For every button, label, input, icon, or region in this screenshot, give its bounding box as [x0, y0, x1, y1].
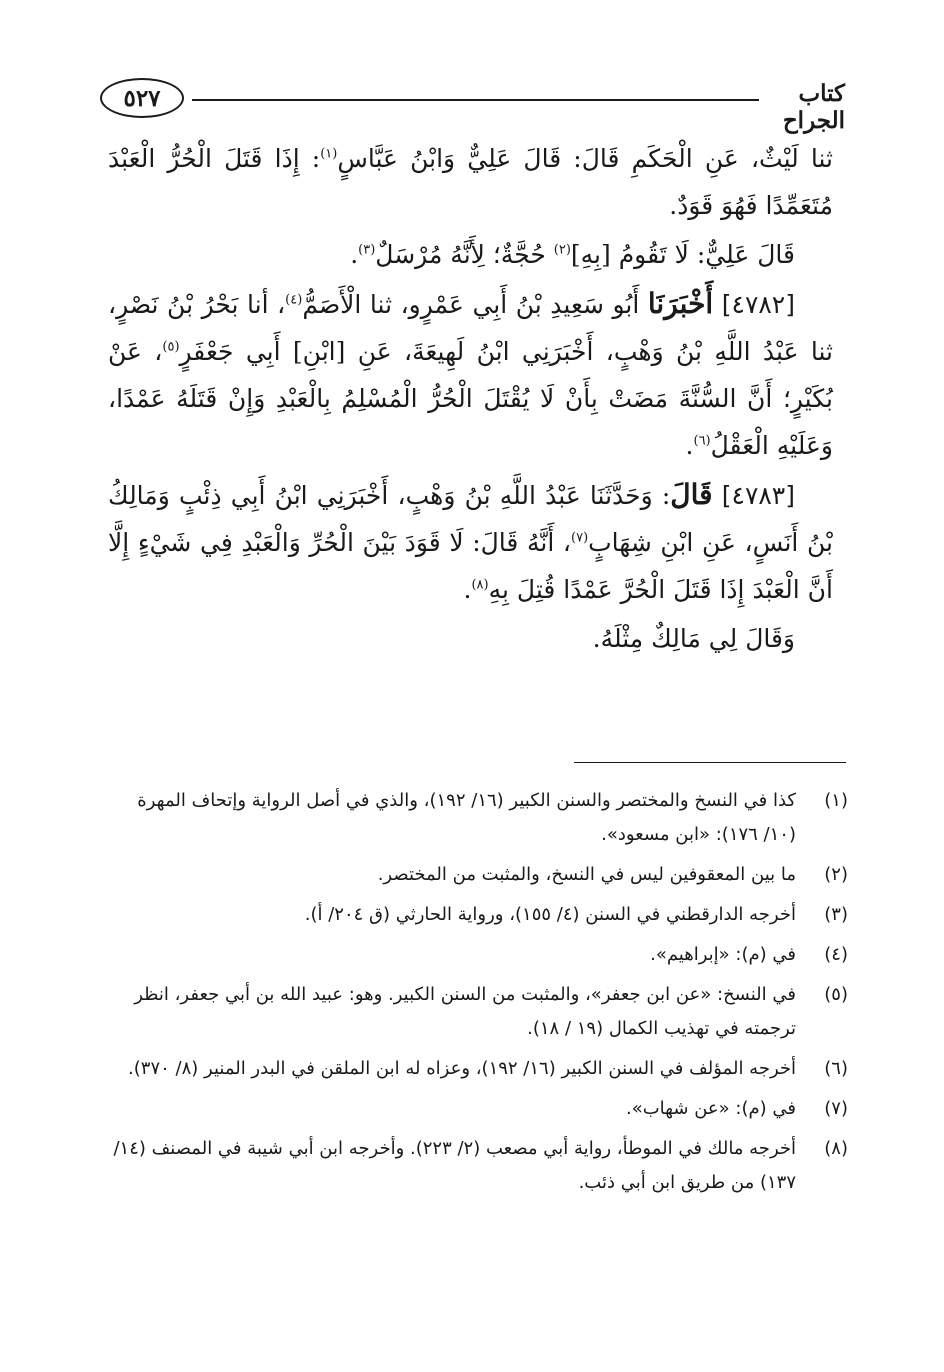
hadith-4782: [108, 280, 833, 469]
footnote-text: في (م): «عن شهاب».: [625, 1098, 796, 1119]
footnotes: [108, 784, 848, 1206]
footnote-text: في النسخ: «عن ابن جعفر»، والمثبت من السنن الكبير. وهو: عبيد الله بن أبي جعفر، انظر ترجمته في تهذيب الكمال (١٩ / ١٨).: [134, 984, 796, 1039]
running-title: كتاب الجراح: [782, 80, 845, 134]
footnote: [108, 938, 848, 972]
footnote: [108, 1092, 848, 1126]
footnote-marker: (٦): [693, 433, 711, 449]
paragraph-2: [108, 231, 833, 278]
footnote-marker: (٥): [162, 339, 180, 355]
footnote-marker: (٤): [285, 292, 303, 308]
footnote-number: (٤): [824, 944, 848, 965]
text-span: ، أنا بَحْرُ بْنُ نَصْرٍ، ثنا عَبْدُ اللَّهِ بْنُ وَهْبٍ، أَخْبَرَنِي ابْنُ لَهِيعَةَ، عَنِ [ابْنِ] أَبِي جَعْفَرٍ: [108, 290, 833, 366]
footnote-number: (١): [824, 790, 848, 811]
text-span: قَالَ عَلِيٌّ: لَا تَقُومُ [بِهِ]: [570, 240, 795, 269]
page-number: ٥٢٧: [100, 78, 184, 118]
hadith-lead-word: قَالَ: [670, 478, 713, 511]
text-span: .: [463, 575, 472, 604]
hadith-4783: [108, 471, 833, 613]
footnote-text: أخرجه المؤلف في السنن الكبير (١٦/ ١٩٢)، وعزاه له ابن الملقن في البدر المنير (٨/ ٣٧٠).: [128, 1058, 796, 1079]
footnote-text: أخرجه مالك في الموطأ، رواية أبي مصعب (٢/ ٢٢٣). وأخرجه ابن أبي شيبة في المصنف (١٤/ ١٣٧) من طريق ابن أبي ذئب.: [113, 1138, 796, 1193]
text-span: : إِذَا قَتَلَ الْحُرُّ الْعَبْدَ مُتَعَمِّدًا فَهُوَ قَوَدٌ.: [108, 144, 833, 220]
footnote: [108, 1132, 848, 1200]
footnote-number: (٨): [824, 1138, 848, 1159]
footnote-marker: (٧): [571, 530, 589, 546]
text-span: .: [685, 431, 694, 460]
footnote-number: (٣): [824, 904, 848, 925]
footnote-marker: (١): [320, 146, 338, 162]
main-text: [108, 135, 833, 664]
hadith-lead-word: أَخْبَرَنَا: [647, 287, 714, 320]
footnote-text: في (م): «إبراهيم».: [650, 944, 796, 965]
footnote: [108, 1052, 848, 1086]
footnote-marker: (٨): [471, 577, 489, 593]
footnote-number: (٢): [824, 864, 848, 885]
footnote-text: ما بين المعقوفين ليس في النسخ، والمثبت من المختصر.: [377, 864, 796, 885]
hadith-number: [٤٧٨٢]: [721, 290, 795, 319]
text-span: أَبُو سَعِيدِ بْنُ أَبِي عَمْرٍو، ثنا الْأَصَمُّ: [302, 290, 648, 319]
footnote-number: (٥): [824, 984, 848, 1005]
paragraph-1: [108, 135, 833, 229]
text-span: .: [350, 240, 359, 269]
footnote-number: (٦): [824, 1058, 848, 1079]
text-span: حُجَّةٌ؛ لِأَنَّهُ مُرْسَلٌ: [375, 240, 554, 269]
text-span: ، أَنَّهُ قَالَ: لَا قَوَدَ بَيْنَ الْحُرِّ وَالْعَبْدِ فِي شَيْءٍ إِلَّا أَنَّ الْعَبْدَ إِذَا قَتَلَ الْحُرَّ عَمْدًا قُتِلَ بِهِ: [108, 528, 833, 604]
page-header: [100, 78, 845, 134]
text-span: ثنا لَيْثٌ، عَنِ الْحَكَمِ قَالَ: قَالَ عَلِيٌّ وَابْنُ عَبَّاسٍ: [337, 144, 833, 173]
footnote: [108, 784, 848, 852]
paragraph-5: [108, 615, 833, 662]
footnote-number: (٧): [824, 1098, 848, 1119]
footnote-marker: (٣): [358, 242, 376, 258]
footnote-marker: (٢): [553, 242, 571, 258]
header-rule: [192, 99, 759, 101]
footnote: [108, 858, 848, 892]
footnote-separator: [574, 762, 846, 763]
footnote: [108, 898, 848, 932]
footnote: [108, 978, 848, 1046]
footnote-text: أخرجه الدارقطني في السنن (٤/ ١٥٥)، ورواية الحارثي (ق ٢٠٤/ أ).: [304, 904, 796, 925]
text-span: وَقَالَ لِي مَالِكٌ مِثْلَهُ.: [592, 624, 795, 653]
footnote-text: كذا في النسخ والمختصر والسنن الكبير (١٦/ ١٩٢)، والذي في أصل الرواية وإتحاف المهرة (١٠/ ١٧٦): «ابن مسعود».: [137, 790, 796, 845]
text-span: ، عَنْ بُكَيْرٍ؛ أَنَّ السُّنَّةَ مَضَتْ بِأَنْ لَا يُقْتَلَ الْحُرُّ الْمُسْلِمُ بِالْعَبْدِ وَإِنْ قَتَلَهُ عَمْدًا، وَعَلَيْهِ الْعَقْلُ: [108, 337, 833, 460]
text-span: : وَحَدَّثَنَا عَبْدُ اللَّهِ بْنُ وَهْبٍ، أَخْبَرَنِي ابْنُ أَبِي ذِئْبٍ وَمَالِكُ بْنُ أَنَسٍ، عَنِ ابْنِ شِهَابٍ: [108, 481, 833, 557]
hadith-number: [٤٧٨٣]: [721, 481, 795, 510]
